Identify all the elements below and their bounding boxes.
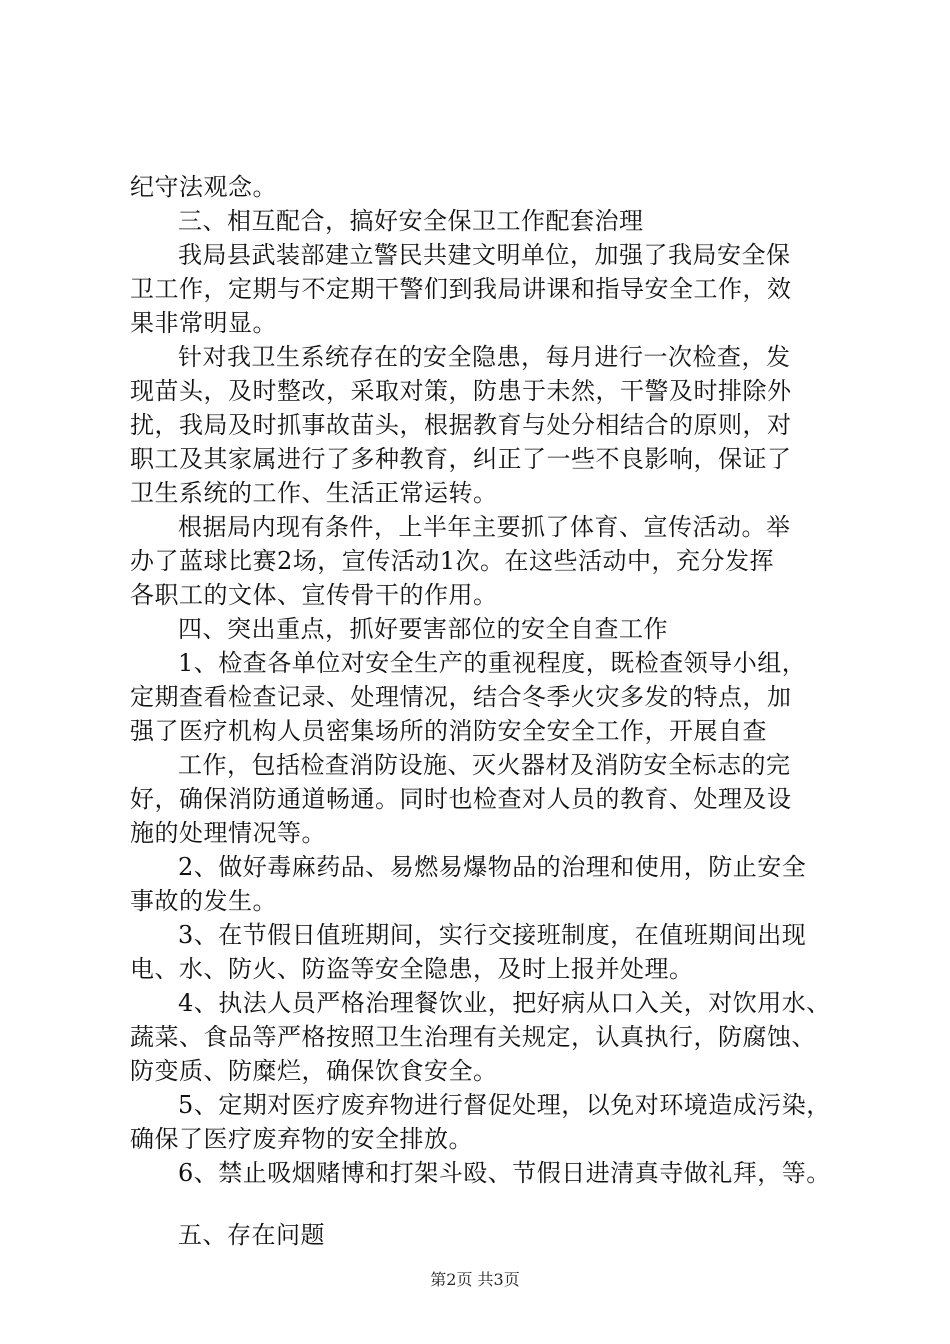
text-line: 我局县武装部建立警民共建文明单位，加强了我局安全保 xyxy=(178,241,791,269)
text-line: 卫生系统的工作、生活正常运转。 xyxy=(130,479,498,507)
text-line: 扰，我局及时抓事故苗头，根据教育与处分相结合的原则，对 xyxy=(130,411,792,439)
section-heading: 四、突出重点，抓好要害部位的安全自查工作 xyxy=(178,615,668,643)
text-line: 办了蓝球比赛2场，宣传活动1次。在这些活动中，充分发挥 xyxy=(130,547,775,575)
text-line: 3、在节假日值班期间，实行交接班制度，在值班期间出现 xyxy=(178,921,807,949)
text-line: 强了医疗机构人员密集场所的消防安全安全工作，开展自查 xyxy=(130,717,767,745)
text-line: 现苗头，及时整改，采取对策，防患于未然，干警及时排除外 xyxy=(130,377,792,405)
text-line: 确保了医疗废弃物的安全排放。 xyxy=(130,1125,473,1153)
text-line: 职工及其家属进行了多种教育，纠正了一些不良影响，保证了 xyxy=(130,445,792,473)
section-heading: 三、相互配合，搞好安全保卫工作配套治理 xyxy=(178,207,644,235)
text-line: 5、定期对医疗废弃物进行督促处理，以免对环境造成污染， xyxy=(178,1091,831,1119)
text-line: 工作，包括检查消防设施、灭火器材及消防安全标志的完 xyxy=(178,751,791,779)
text-line: 电、水、防火、防盗等安全隐患，及时上报并处理。 xyxy=(130,955,694,983)
page-number-footer: 第2页 共3页 xyxy=(430,1270,520,1289)
text-line: 卫工作，定期与不定期干警们到我局讲课和指导安全工作，效 xyxy=(130,275,792,303)
text-line: 施的处理情况等。 xyxy=(130,819,326,847)
section-heading: 五、存在问题 xyxy=(178,1221,325,1249)
text-line: 好，确保消防通道畅通。同时也检查对人员的教育、处理及设 xyxy=(130,785,792,813)
text-line: 2、做好毒麻药品、易燃易爆物品的治理和使用，防止安全 xyxy=(178,853,807,881)
text-line: 根据局内现有条件，上半年主要抓了体育、宣传活动。举 xyxy=(178,513,791,541)
text-line: 防变质、防糜烂，确保饮食安全。 xyxy=(130,1057,498,1085)
text-line: 事故的发生。 xyxy=(130,887,277,915)
text-line: 果非常明显。 xyxy=(130,309,277,337)
text-line: 各职工的文体、宣传骨干的作用。 xyxy=(130,581,498,609)
text-line: 4、执法人员严格治理餐饮业，把好病从口入关，对饮用水、 xyxy=(178,989,831,1017)
text-line: 纪守法观念。 xyxy=(130,173,277,201)
text-line: 定期查看检查记录、处理情况，结合冬季火灾多发的特点，加 xyxy=(130,683,792,711)
text-line: 蔬菜、食品等严格按照卫生治理有关规定，认真执行，防腐蚀、 xyxy=(130,1023,816,1051)
text-line: 6、禁止吸烟赌博和打架斗殴、节假日进清真寺做礼拜，等。 xyxy=(178,1159,831,1187)
text-line: 1、检查各单位对安全生产的重视程度，既检查领导小组， xyxy=(178,649,807,677)
text-line: 针对我卫生系统存在的安全隐患，每月进行一次检查，发 xyxy=(178,343,791,371)
